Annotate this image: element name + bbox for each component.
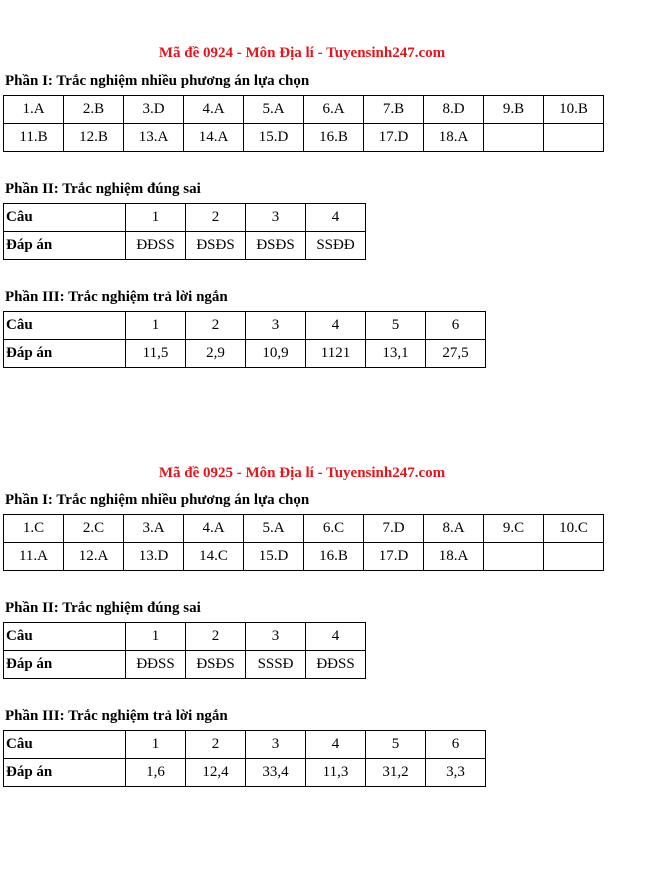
question-cell: 2 (186, 731, 246, 759)
answer-cell: 15.D (244, 124, 304, 152)
row-label: Câu (4, 731, 126, 759)
table-row (4, 232, 366, 260)
answer-cell: 3.D (124, 96, 184, 124)
answer-cell: SSĐĐ (306, 232, 366, 260)
answer-cell (484, 124, 544, 152)
question-cell: 1 (126, 731, 186, 759)
answer-cell: 5.A (244, 515, 304, 543)
answer-cell: ĐSĐS (186, 651, 246, 679)
answer-cell: 15.D (244, 543, 304, 571)
answer-cell: 18.A (424, 543, 484, 571)
part1-answer-table (3, 514, 604, 571)
answer-cell: 7.D (364, 515, 424, 543)
answer-cell: ĐĐSS (126, 232, 186, 260)
answer-cell (544, 543, 604, 571)
answer-cell: 3,3 (426, 759, 486, 787)
part1-answer-table (3, 95, 604, 152)
answer-cell: 4.A (184, 96, 244, 124)
answer-cell: 2,9 (186, 340, 246, 368)
table-row (4, 204, 366, 232)
answer-cell: 14.C (184, 543, 244, 571)
answer-cell: 1121 (306, 340, 366, 368)
answer-cell: 11.B (4, 124, 64, 152)
part2-heading: Phần II: Trắc nghiệm đúng sai (5, 600, 201, 616)
table-row (4, 340, 486, 368)
table-row (4, 543, 604, 571)
answer-cell: ĐĐSS (126, 651, 186, 679)
question-cell: 5 (366, 312, 426, 340)
answer-cell: 12.B (64, 124, 124, 152)
part3-heading: Phần III: Trắc nghiệm trả lời ngắn (5, 708, 228, 724)
table-row (4, 623, 366, 651)
answer-cell: ĐĐSS (306, 651, 366, 679)
part3-answer-table (3, 730, 486, 787)
question-cell: 1 (126, 623, 186, 651)
part1-heading: Phần I: Trắc nghiệm nhiều phương án lựa chọn (5, 492, 310, 508)
answer-cell: 7.B (364, 96, 424, 124)
answer-cell: 1,6 (126, 759, 186, 787)
answer-cell: 33,4 (246, 759, 306, 787)
row-label: Đáp án (4, 232, 126, 260)
answer-cell: 13.A (124, 124, 184, 152)
answer-cell (544, 124, 604, 152)
part3-heading: Phần III: Trắc nghiệm trả lời ngắn (5, 289, 228, 305)
table-row (4, 312, 486, 340)
answer-cell: 12,4 (186, 759, 246, 787)
answer-cell (484, 543, 544, 571)
answer-cell: 10.C (544, 515, 604, 543)
question-cell: 5 (366, 731, 426, 759)
question-cell: 3 (246, 623, 306, 651)
answer-cell: 18.A (424, 124, 484, 152)
question-cell: 2 (186, 312, 246, 340)
answer-cell: 6.C (304, 515, 364, 543)
answer-cell: 9.B (484, 96, 544, 124)
part3-answer-table (3, 311, 486, 368)
answer-cell: 16.B (304, 124, 364, 152)
answer-cell: 10,9 (246, 340, 306, 368)
table-row (4, 515, 604, 543)
answer-cell: 11,5 (126, 340, 186, 368)
part2-heading: Phần II: Trắc nghiệm đúng sai (5, 181, 201, 197)
question-cell: 4 (306, 731, 366, 759)
exam-title: Mã đề 0924 - Môn Địa lí - Tuyensinh247.com (158, 45, 446, 61)
answer-cell: 11,3 (306, 759, 366, 787)
answer-cell: 11.A (4, 543, 64, 571)
answer-cell: SSSĐ (246, 651, 306, 679)
table-row (4, 124, 604, 152)
question-cell: 6 (426, 731, 486, 759)
table-row (4, 651, 366, 679)
answer-cell: 3.A (124, 515, 184, 543)
question-cell: 4 (306, 204, 366, 232)
answer-cell: 12.A (64, 543, 124, 571)
row-label: Câu (4, 204, 126, 232)
question-cell: 4 (306, 623, 366, 651)
answer-cell: 13.D (124, 543, 184, 571)
table-row (4, 731, 486, 759)
row-label: Câu (4, 312, 126, 340)
answer-cell: 27,5 (426, 340, 486, 368)
row-label: Đáp án (4, 651, 126, 679)
part2-answer-table (3, 622, 366, 679)
table-row (4, 759, 486, 787)
question-cell: 1 (126, 204, 186, 232)
table-row (4, 96, 604, 124)
answer-cell: 1.A (4, 96, 64, 124)
answer-cell: 31,2 (366, 759, 426, 787)
row-label: Đáp án (4, 759, 126, 787)
answer-cell: 10.B (544, 96, 604, 124)
answer-cell: ĐSĐS (246, 232, 306, 260)
answer-cell: 1.C (4, 515, 64, 543)
answer-cell: 9.C (484, 515, 544, 543)
question-cell: 4 (306, 312, 366, 340)
question-cell: 3 (246, 731, 306, 759)
answer-cell: 2.B (64, 96, 124, 124)
answer-cell: 17.D (364, 124, 424, 152)
answer-cell: 16.B (304, 543, 364, 571)
question-cell: 3 (246, 204, 306, 232)
exam-title: Mã đề 0925 - Môn Địa lí - Tuyensinh247.com (158, 465, 446, 481)
row-label: Đáp án (4, 340, 126, 368)
question-cell: 2 (186, 623, 246, 651)
answer-cell: 8.A (424, 515, 484, 543)
answer-cell: 17.D (364, 543, 424, 571)
answer-cell: 14.A (184, 124, 244, 152)
part1-heading: Phần I: Trắc nghiệm nhiều phương án lựa chọn (5, 73, 310, 89)
row-label: Câu (4, 623, 126, 651)
answer-cell: 2.C (64, 515, 124, 543)
question-cell: 3 (246, 312, 306, 340)
answer-cell: 4.A (184, 515, 244, 543)
answer-cell: 8.D (424, 96, 484, 124)
answer-cell: 13,1 (366, 340, 426, 368)
answer-cell: 6.A (304, 96, 364, 124)
question-cell: 1 (126, 312, 186, 340)
answer-cell: ĐSĐS (186, 232, 246, 260)
question-cell: 2 (186, 204, 246, 232)
question-cell: 6 (426, 312, 486, 340)
part2-answer-table (3, 203, 366, 260)
answer-cell: 5.A (244, 96, 304, 124)
